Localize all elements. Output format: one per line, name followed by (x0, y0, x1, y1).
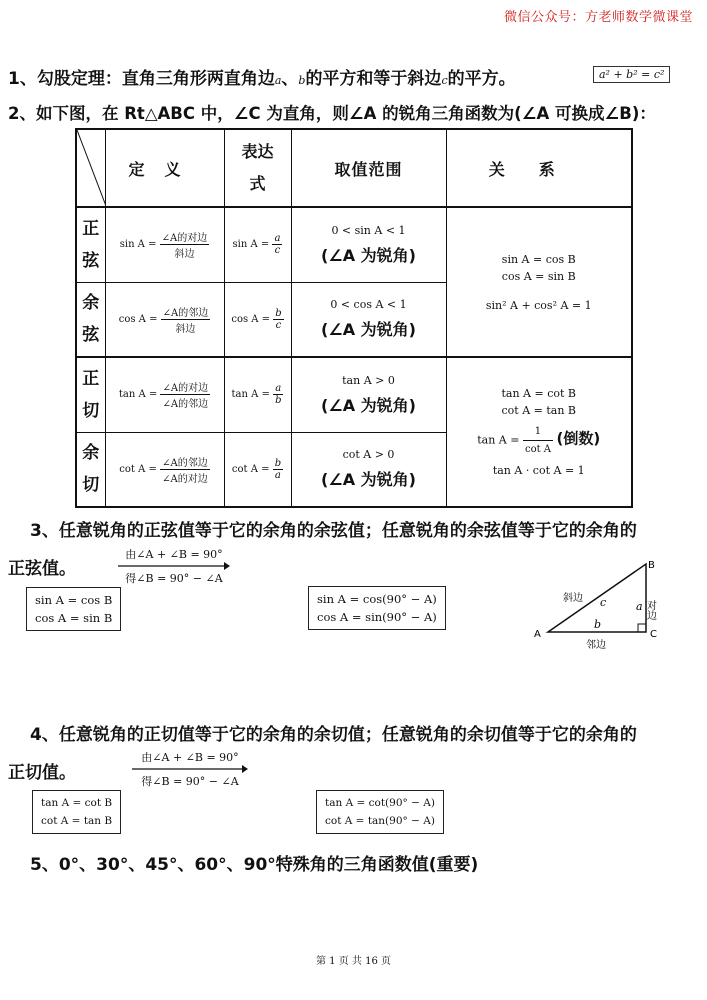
table-row-tan (76, 357, 632, 432)
s3-box1: sin A = cos B cos A = sin B (26, 587, 121, 631)
range-sin: 0 < sin A < 1 (∠A 为锐角) (291, 207, 446, 282)
header-relation: 关系 (446, 129, 632, 207)
diagonal-line (77, 130, 106, 206)
right-angle-mark (638, 624, 646, 632)
side-a-label: a (636, 600, 643, 613)
s4-arrow-bot: 得∠B = 90° − ∠A (141, 775, 239, 788)
table-row-sin (76, 207, 632, 282)
s1-text-c: 的平方。 (447, 69, 516, 89)
vertex-c: C (650, 629, 657, 640)
label-opposite: 对边 (644, 600, 656, 620)
relation-sin-cos: sin A = cos B cos A = sin B sin² A + cos² A = 1 (446, 207, 632, 357)
pythagorean-formula: a² + b² = c² (593, 66, 670, 83)
s1-text-a: 1、勾股定理：直角三角形两直角边 (8, 69, 275, 89)
relation-tan-cot: tan A = cot B cot A = tan B tan A = $\frac{1}{\text{cot A}}$ (倒数) tan A · cot A = 1 (446, 357, 632, 507)
label-cos: 余 弦 (76, 282, 105, 357)
expr-cot: cot A = $\frac{b}{a}$ (224, 432, 291, 507)
s1-text-b: 的平方和等于斜边 (305, 69, 442, 89)
diagonal-corner-cell (76, 129, 105, 207)
s4-box1: tan A = cot B cot A = tan B (32, 790, 121, 834)
s4-arrow-condition (132, 749, 248, 789)
def-tan: tan A = $\frac{\text{∠A的对边}}{\text{∠A的邻边}}$ (105, 357, 224, 432)
side-c-label: c (600, 596, 607, 609)
s3-arrow-icon (118, 562, 230, 570)
vertex-b: B (648, 560, 655, 571)
s1-var-a: a (274, 74, 282, 87)
s3-arrow-top: 由∠A + ∠B = 90° (125, 548, 223, 561)
s3-arrow-condition (118, 546, 230, 586)
expr-tan: tan A = $\frac{a}{b}$ (224, 357, 291, 432)
expr-sin: sin A = $\frac{a}{c}$ (224, 207, 291, 282)
section-3-line1: 3、任意锐角的正弦值等于它的余角的余弦值；任意锐角的余弦值等于它的余角的 (30, 521, 637, 541)
label-cot: 余 切 (76, 432, 105, 507)
label-hypotenuse: 斜边 (563, 593, 583, 604)
s4-arrow-icon (132, 765, 248, 773)
expr-cos: cos A = $\frac{b}{c}$ (224, 282, 291, 357)
s1-var-c: c (441, 74, 448, 87)
label-tan: 正 切 (76, 357, 105, 432)
section-2-line: 2、如下图，在 Rt△ABC 中，∠C 为直角，则∠A 的锐角三角函数为(∠A 可换成∠B)： (8, 104, 656, 123)
range-cot: cot A > 0 (∠A 为锐角) (291, 432, 446, 507)
range-cos: 0 < cos A < 1 (∠A 为锐角) (291, 282, 446, 357)
s1-var-b: b (298, 74, 306, 87)
watermark: 微信公众号：方老师数学微课堂 (503, 10, 693, 25)
right-triangle-diagram (530, 556, 680, 656)
header-expression: 表达式 (224, 129, 291, 207)
s4-arrow-top: 由∠A + ∠B = 90° (141, 751, 239, 764)
s1-sep: 、 (281, 69, 299, 89)
table-header-row (76, 129, 632, 207)
section-1-line (8, 64, 516, 89)
range-tan: tan A > 0 (∠A 为锐角) (291, 357, 446, 432)
def-sin: sin A = $\frac{\text{∠A的对边}}{\text{斜边}}$ (105, 207, 224, 282)
s4-box2: tan A = cot(90° − A) cot A = tan(90° − A) (316, 790, 444, 834)
side-b-label: b (594, 618, 602, 631)
trig-definition-table (75, 128, 633, 508)
def-cos: cos A = $\frac{\text{∠A的邻边}}{\text{斜边}}$ (105, 282, 224, 357)
label-adjacent: 邻边 (586, 640, 606, 651)
section-4-line1: 4、任意锐角的正切值等于它的余角的余切值；任意锐角的余切值等于它的余角的 (30, 725, 637, 745)
section-5-line: 5、0°、30°、45°、60°、90°特殊角的三角函数值(重要) (30, 855, 479, 875)
section-3-line2: 正弦值。 (8, 559, 76, 579)
header-definition: 定义 (105, 129, 224, 207)
header-range: 取值范围 (291, 129, 446, 207)
label-sin: 正 弦 (76, 207, 105, 282)
section-4-line2: 正切值。 (8, 763, 76, 783)
s3-arrow-bot: 得∠B = 90° − ∠A (125, 572, 223, 585)
vertex-a: A (534, 629, 541, 640)
s3-box2: sin A = cos(90° − A) cos A = sin(90° − A) (308, 586, 446, 630)
def-cot: cot A = $\frac{\text{∠A的邻边}}{\text{∠A的对边}}$ (105, 432, 224, 507)
page-footer: 第 1 页 共 16 页 (316, 956, 391, 967)
